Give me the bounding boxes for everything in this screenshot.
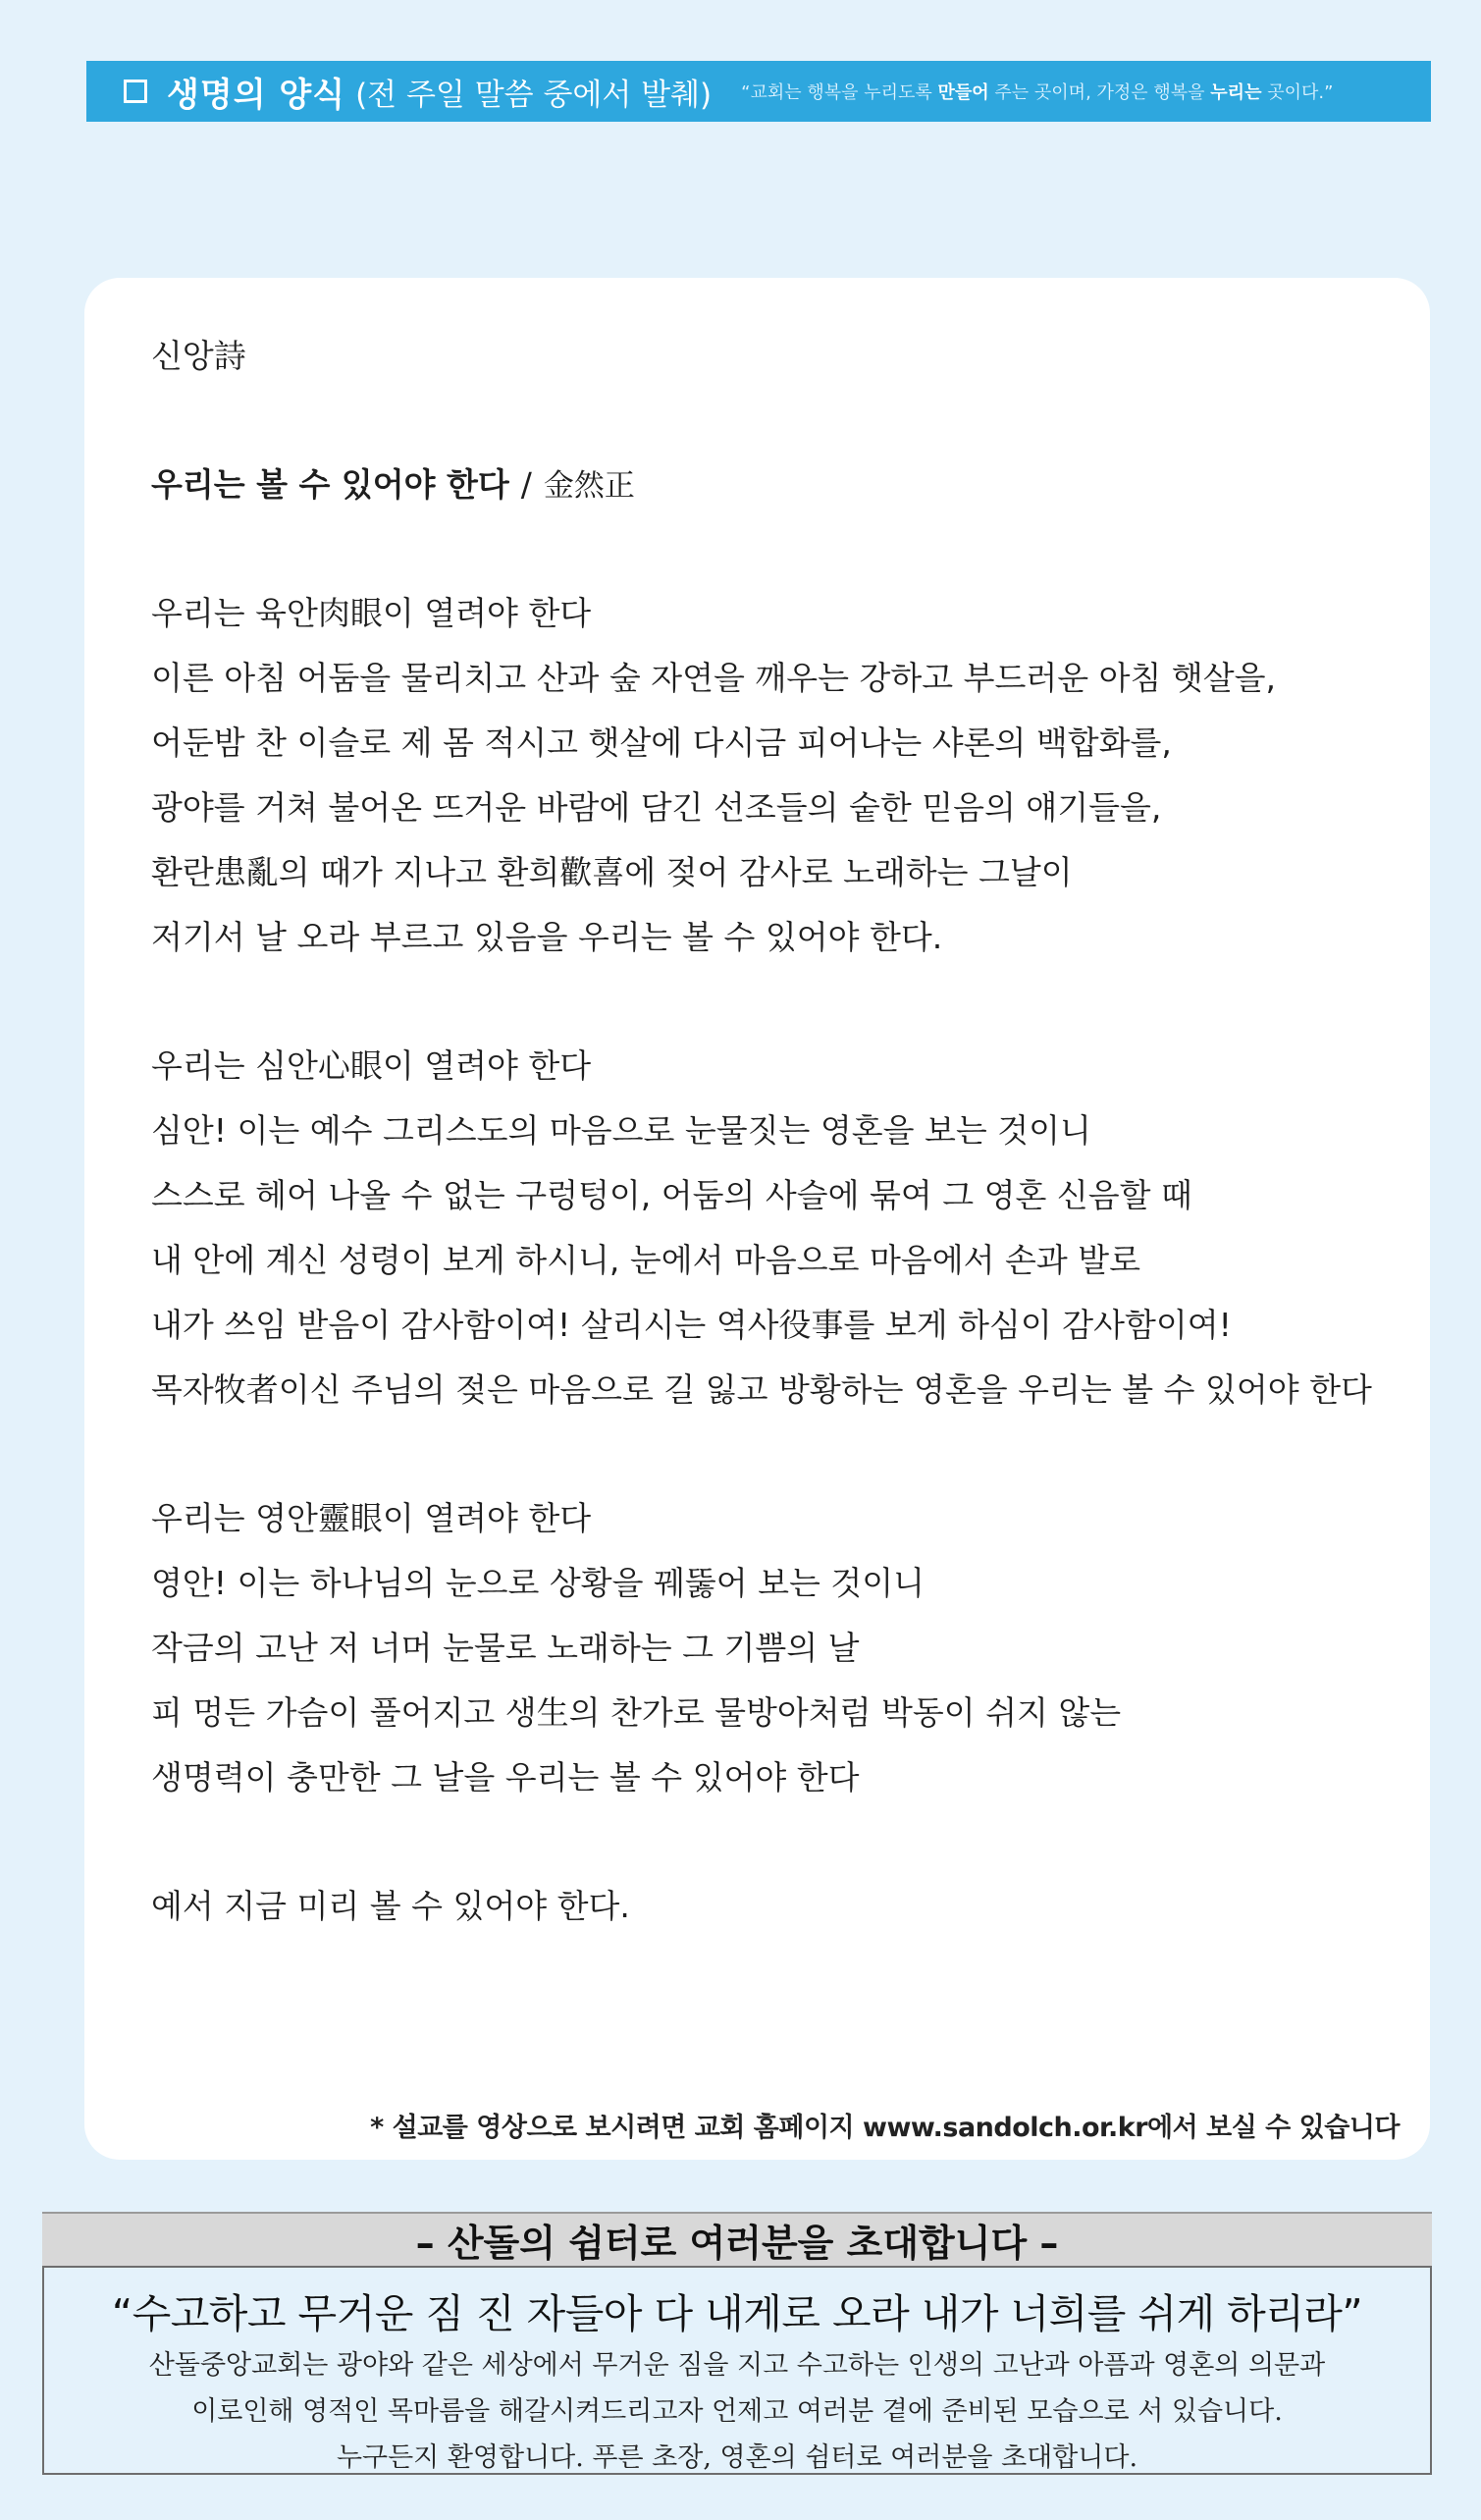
banner-subtitle: (전 주일 말씀 중에서 발췌): [355, 77, 713, 113]
stanza3-line: 영안! 이는 하나님의 눈으로 상황을 꿰뚫어 보는 것이니: [151, 1564, 925, 1602]
invite-box: [42, 2266, 1432, 2475]
stanza2-line: 심안! 이는 예수 그리스도의 마음으로 눈물짓는 영혼을 보는 것이니: [151, 1111, 1091, 1150]
stanza2-line: 내가 쓰임 받음이 감사함이여! 살리시는 역사役事를 보게 하심이 감사함이여!: [151, 1306, 1232, 1344]
stanza3-line: 우리는 영안靈眼이 열려야 한다: [151, 1499, 592, 1537]
poem-title-line: [151, 453, 1417, 517]
poem: [151, 324, 1417, 1939]
checkbox-square-icon: [124, 80, 147, 103]
sermon-video-footnote: * 설교를 영상으로 보시려면 교회 홈페이지 www.sandolch.or.kr에서 보실 수 있습니다: [370, 2113, 1400, 2143]
poem-closing: 예서 지금 미리 볼 수 있어야 한다.: [151, 1887, 630, 1925]
banner-title: 생명의 양식: [167, 75, 346, 115]
stanza2-line: 목자牧者이신 주님의 젖은 마음으로 길 잃고 방황하는 영혼을 우리는 볼 수 있어야 한다: [151, 1370, 1372, 1409]
stanza3-line: 피 멍든 가슴이 풀어지고 생生의 찬가로 물방아처럼 박동이 쉬지 않는: [151, 1693, 1122, 1732]
stanza1-line: 환란患亂의 때가 지나고 환희歡喜에 젖어 감사로 노래하는 그날이: [151, 853, 1073, 891]
invite-desc-line: 이로인해 영적인 목마름을 해갈시켜드리고자 언제고 여러분 곁에 준비된 모습으로 서 있습니다.: [191, 2396, 1283, 2427]
invite-heading: – 산돌의 쉼터로 여러분을 초대합니다 –: [42, 2212, 1432, 2266]
stanza2-line: 내 안에 계신 성령이 보게 하시니, 눈에서 마음으로 마음에서 손과 발로: [151, 1241, 1140, 1279]
stanza2-line: 우리는 심안心眼이 열려야 한다: [151, 1046, 592, 1085]
stanza3-line: 생명력이 충만한 그 날을 우리는 볼 수 있어야 한다: [151, 1758, 860, 1796]
section-banner: [86, 61, 1431, 122]
invite-verse: “수고하고 무거운 짐 진 자들아 다 내게로 오라 내가 너희를 쉬게 하리라”: [111, 2290, 1363, 2337]
banner-tagline: “교회는 행복을 누리도록 만들어 주는 곳이며, 가정은 행복을 누리는 곳이다.”: [741, 82, 1334, 103]
title-separator: /: [520, 465, 532, 504]
stanza1-line: 어둔밤 찬 이슬로 제 몸 적시고 햇살에 다시금 피어나는 샤론의 백합화를,: [151, 724, 1172, 762]
stanza2-line: 스스로 헤어 나올 수 없는 구렁텅이, 어둠의 사슬에 묶여 그 영혼 신음할 때: [151, 1176, 1192, 1214]
invite-desc-line: 누구든지 환영합니다. 푸른 초장, 영혼의 쉼터로 여러분을 초대합니다.: [336, 2442, 1138, 2473]
stanza3-line: 작금의 고난 저 너머 눈물로 노래하는 그 기쁨의 날: [151, 1629, 860, 1667]
stanza1-line: 우리는 육안肉眼이 열려야 한다: [151, 594, 592, 632]
stanza1-line: 광야를 거쳐 불어온 뜨거운 바람에 담긴 선조들의 숱한 믿음의 얘기들을,: [151, 788, 1162, 827]
poem-title: 우리는 볼 수 있어야 한다: [151, 465, 509, 504]
poem-author: 金然正: [543, 468, 635, 504]
invite-desc-line: 산돌중앙교회는 광야와 같은 세상에서 무거운 짐을 지고 수고하는 인생의 고난과 아픔과 영혼의 의문과: [148, 2350, 1326, 2381]
poem-heading: 신앙詩: [151, 337, 246, 375]
stanza1-line: 저기서 날 오라 부르고 있음을 우리는 볼 수 있어야 한다.: [151, 918, 943, 956]
stanza1-line: 이른 아침 어둠을 물리치고 산과 숲 자연을 깨우는 강하고 부드러운 아침 햇살을,: [151, 659, 1276, 697]
